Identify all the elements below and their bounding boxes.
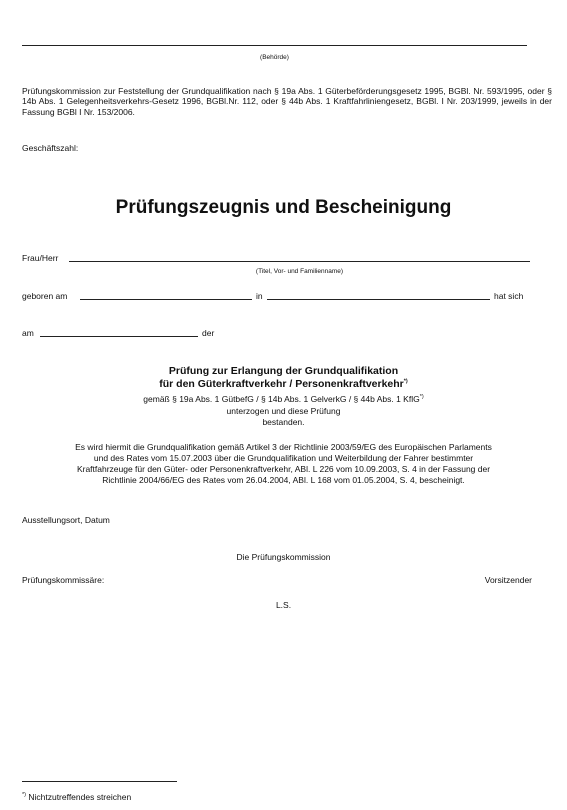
exam-title-footnote-mark: *) — [403, 378, 408, 385]
birthplace-field-line[interactable] — [267, 299, 490, 300]
the-label: der — [202, 328, 215, 338]
exam-title-line2 — [0, 378, 567, 391]
file-number-label: Geschäftszahl: — [22, 143, 79, 153]
date-label: am — [22, 328, 34, 338]
name-field-line[interactable] — [69, 261, 530, 262]
birthplace-label: in — [256, 291, 263, 301]
has-label: hat sich — [494, 291, 524, 301]
exam-legal-footnote-mark: *) — [419, 394, 424, 401]
footnote-text: Nichtzutreffendes streichen — [25, 792, 132, 802]
seal-label: L.S. — [275, 600, 292, 610]
exam-passed: bestanden. — [262, 417, 305, 427]
commission-label: Die Prüfungskommission — [236, 552, 331, 562]
issue-place-label: Ausstellungsort, Datum — [22, 515, 110, 525]
exam-date-field-line[interactable] — [40, 336, 198, 337]
born-label: geboren am — [22, 291, 68, 301]
authority-line — [22, 45, 527, 46]
exam-legal-basis — [0, 394, 567, 404]
certification-line3: Kraftfahrzeuge für den Güter- oder Personenkraftverkehr, ABl. L 226 vom 10.09.2003, S. 4 in der Fassung der — [76, 464, 491, 474]
footnote — [22, 792, 131, 802]
birthdate-field-line[interactable] — [80, 299, 252, 300]
authority-caption: (Behörde) — [260, 54, 289, 61]
commission-paragraph: Prüfungskommission zur Feststellung der Grundqualifikation nach § 19a Abs. 1 Güterbeförderungsgesetz 1995, BGBl. Nr. 593/1995, oder § 14b Abs. 1 Gelegenheitsverkehrs-Gesetz 1996, BGBl.Nr. 112, oder § 44b Abs. 1 Kraftfahrliniengesetz, BGBl. I Nr. 203/1999, jeweils in der Fassung BGBl I Nr. 153/2006. — [22, 86, 552, 117]
exam-title-line2-text: für den Güterkraftverkehr / Personenkraftverkehr — [159, 378, 404, 390]
certification-line4: Richtlinie 2004/66/EG des Rates vom 26.04.2004, ABl. L 168 vom 01.05.2004, S. 4, bescheinigt. — [102, 475, 465, 485]
name-caption: (Titel, Vor- und Familienname) — [255, 268, 344, 275]
examiners-label: Prüfungskommissäre: — [22, 575, 105, 585]
exam-undergone: unterzogen und diese Prüfung — [226, 406, 341, 416]
exam-title-line1: Prüfung zur Erlangung der Grundqualifikation — [168, 365, 399, 377]
footnote-divider — [22, 781, 177, 782]
document-title: Prüfungszeugnis und Bescheinigung — [115, 197, 452, 218]
name-prefix: Frau/Herr — [22, 253, 59, 263]
chair-label: Vorsitzender — [484, 575, 532, 585]
footnote-mark: *) — [22, 792, 26, 799]
certification-line2: und des Rates vom 15.07.2003 über die Grundqualifikation und Weiterbildung der Fahrer bestimmter — [93, 453, 474, 463]
exam-legal-text: gemäß § 19a Abs. 1 GütbefG / § 14b Abs. 1 GelverkG / § 44b Abs. 1 KflG — [143, 394, 420, 404]
certification-line1: Es wird hiermit die Grundqualifikation gemäß Artikel 3 der Richtlinie 2003/59/EG des Europäischen Parlaments — [75, 442, 492, 452]
